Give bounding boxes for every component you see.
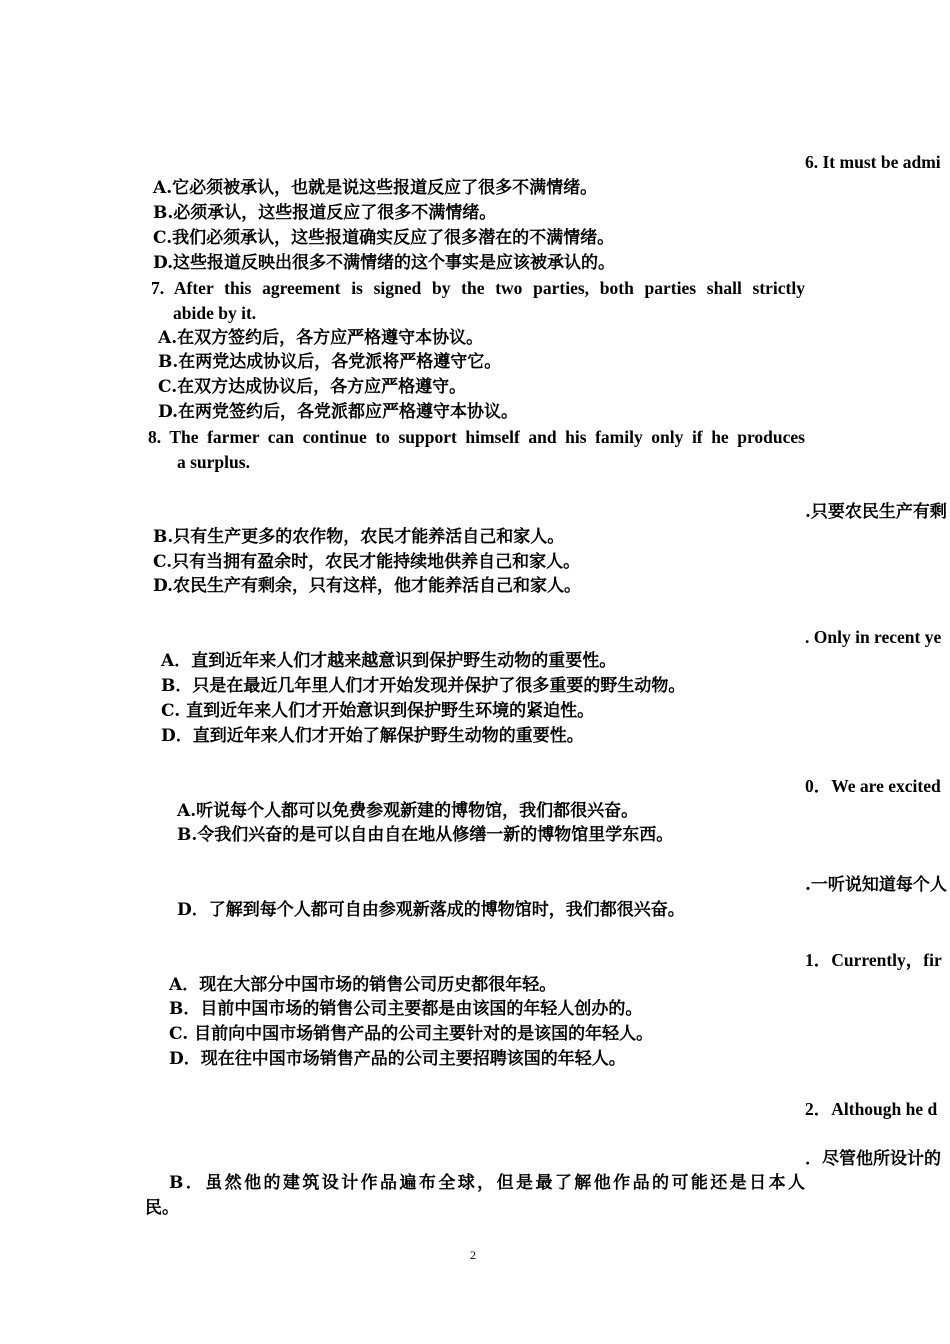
question-11-option-d: D．现在往中国市场销售产品的公司主要招聘该国的年轻人。	[169, 1049, 626, 1069]
question-9-option-d: D．直到近年来人们才开始了解保护野生动物的重要性。	[161, 726, 584, 746]
question-8-option-a: .只要农民生产有剩	[805, 502, 947, 522]
question-10-option-a: A.听说每个人都可以免费参观新建的博物馆，我们都很兴奋。	[177, 801, 639, 821]
question-7-option-a: A.在双方签约后，各方应严格遵守本协议。	[158, 328, 484, 348]
question-12-stem: 2．Although he d	[805, 1099, 938, 1119]
question-8-option-d: D.农民生产有剩余，只有这样，他才能养活自己和家人。	[153, 576, 582, 596]
question-11-stem: 1．Currently，fir	[805, 950, 942, 970]
question-8-option-b: B.只有生产更多的农作物，农民才能养活自己和家人。	[153, 527, 565, 547]
question-11-option-b: B．目前中国市场的销售公司主要都是由该国的年轻人创办的。	[169, 999, 643, 1019]
question-10-option-c: .一听说知道每个人	[805, 875, 947, 895]
question-11-option-c: C. 目前向中国市场销售产品的公司主要针对的是该国的年轻人。	[169, 1024, 654, 1044]
question-7-option-d: D.在两党签约后，各党派都应严格遵守本协议。	[158, 402, 519, 422]
question-6-option-a: A.它必须被承认，也就是说这些报道反应了很多不满情绪。	[153, 178, 598, 198]
question-6-stem: 6. It must be admi	[805, 152, 941, 172]
question-7-stem: 7. After this agreement is signed by the two parties, both parties shall strictly	[151, 278, 805, 298]
question-9-option-c: C. 直到近年来人们才开始意识到保护野生环境的紧迫性。	[161, 701, 595, 721]
question-8-option-c: C.只有当拥有盈余时，农民才能持续地供养自己和家人。	[153, 552, 581, 572]
question-10-option-d: D．了解到每个人都可自由参观新落成的博物馆时，我们都很兴奋。	[177, 900, 685, 920]
question-6-option-c: C.我们必须承认，这些报道确实反应了很多潜在的不满情绪。	[153, 228, 615, 248]
question-6-option-b: B.必须承认，这些报道反应了很多不满情绪。	[153, 203, 497, 223]
page-number: 2	[470, 1248, 476, 1262]
question-7-option-c: C.在双方达成协议后，各方应严格遵守。	[158, 377, 467, 397]
question-12-option-a: ．尽管他所设计的	[805, 1149, 941, 1169]
question-12-option-b-continued: 民。	[145, 1198, 179, 1218]
question-11-option-a: A．现在大部分中国市场的销售公司历史都很年轻。	[169, 975, 557, 995]
question-10-option-b: B.令我们兴奋的是可以自由自在地从修缮一新的博物馆里学东西。	[177, 825, 674, 845]
question-9-option-a: A．直到近年来人们才越来越意识到保护野生动物的重要性。	[161, 651, 617, 671]
question-12-option-b: B．虽然他的建筑设计作品遍布全球，但是最了解他作品的可能还是日本人	[169, 1173, 805, 1193]
question-7-stem-continued: abide by it.	[173, 303, 257, 323]
question-8-stem: 8. The farmer can continue to support himself and his family only if he produces	[148, 427, 805, 447]
question-7-option-b: B.在两党达成协议后，各党派将严格遵守它。	[158, 352, 502, 372]
question-8-stem-continued: a surplus.	[177, 452, 250, 472]
question-9-stem: . Only in recent ye	[805, 627, 942, 647]
question-6-option-d: D.这些报道反映出很多不满情绪的这个事实是应该被承认的。	[153, 253, 616, 273]
question-9-option-b: B．只是在最近几年里人们才开始发现并保护了很多重要的野生动物。	[161, 676, 686, 696]
question-10-stem: 0．We are excited	[805, 776, 941, 796]
